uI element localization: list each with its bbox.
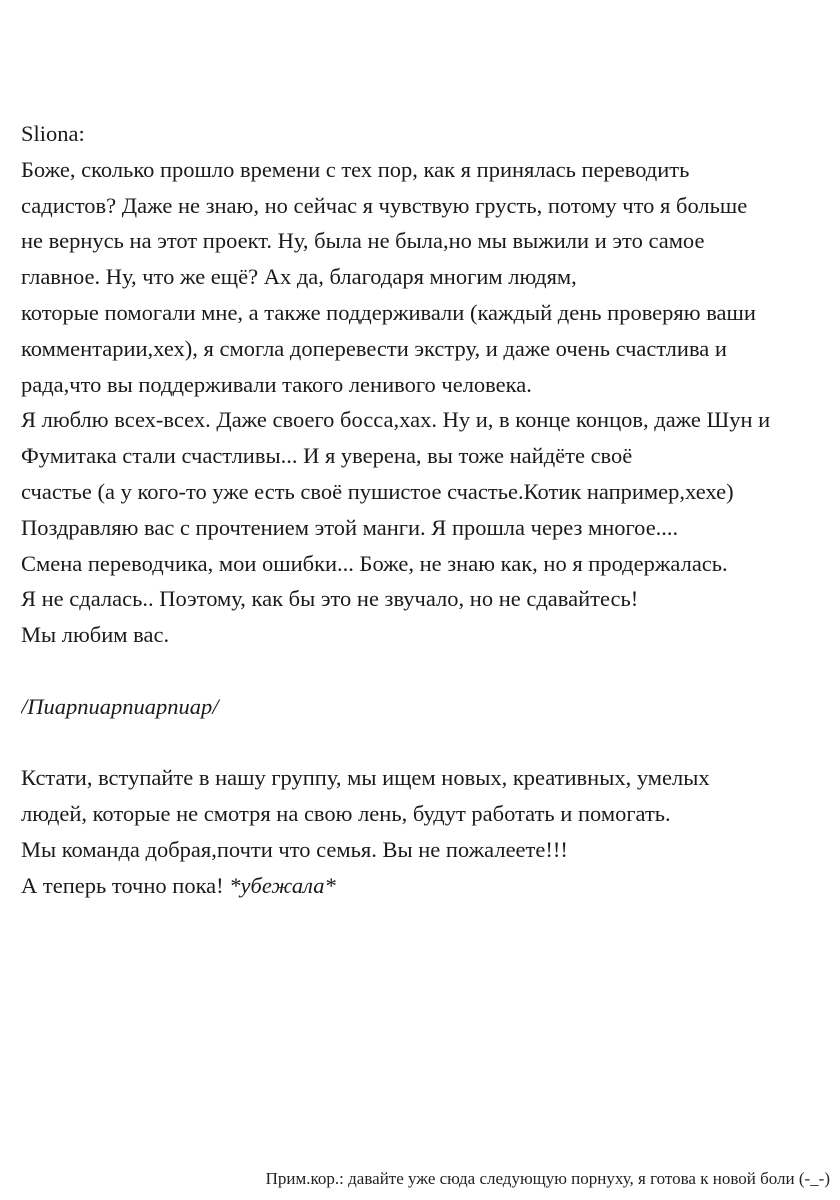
- paragraph-line: садистов? Даже не знаю, но сейчас я чувствую грусть, потому что я больше: [21, 192, 748, 218]
- paragraph-line: Мы команда добрая,почти что семья. Вы не пожалеете!!!: [21, 836, 568, 862]
- paragraph-line: рада,что вы поддерживали такого ленивого человека.: [21, 371, 532, 397]
- paragraph-line: Боже, сколько прошло времени с тех пор, как я принялась переводить: [21, 156, 690, 182]
- closing-action: *убежала*: [229, 872, 336, 898]
- paragraph-line: не вернусь на этот проект. Ну, была не была,но мы выжили и это самое: [21, 228, 705, 254]
- closing-line: [21, 868, 826, 904]
- paragraph-line: счастье (а у кого-то уже есть своё пушистое счастье.Котик например,хехе): [21, 478, 734, 504]
- paragraph-line: Мы любим вас.: [21, 622, 170, 648]
- letter-text: [21, 116, 826, 904]
- paragraph-line: комментарии,хех), я смогла доперевести экстру, и даже очень счастлива и: [21, 335, 727, 361]
- paragraph-line: Смена переводчика, мои ошибки... Боже, не знаю как, но я продержалась.: [21, 550, 728, 576]
- paragraph-line: Я люблю всех-всех. Даже своего босса,хах. Ну и, в конце концов, даже Шун и: [21, 407, 771, 433]
- paragraph-line: Я не сдалась.. Поэтому, как бы это не звучало, но не сдавайтесь!: [21, 586, 639, 612]
- paragraph-line: главное. Ну, что же ещё? Ах да, благодаря многим людям,: [21, 264, 577, 290]
- spacer: [21, 725, 826, 761]
- paragraph-line: которые помогали мне, а также поддерживали (каждый день проверяю ваши: [21, 299, 756, 325]
- paragraph-line: Фумитака стали счастливы... И я уверена, вы тоже найдёте своё: [21, 443, 633, 469]
- paragraph-line: людей, которые не смотря на свою лень, будут работать и помогать.: [21, 801, 671, 827]
- paragraph-line: Поздравляю вас с прочтением этой манги. Я прошла через многое....: [21, 514, 679, 540]
- proofreader-note: Прим.кор.: давайте уже сюда следующую порнуху, я готова к новой боли (-_-): [265, 1169, 830, 1188]
- author-signature: Sliona:: [21, 121, 85, 146]
- closing-text: А теперь точно пока!: [21, 872, 230, 898]
- paragraph-line: Кстати, вступайте в нашу группу, мы ищем новых, креативных, умелых: [21, 765, 710, 791]
- pr-heading: /Пиарпиарпиарпиар/: [21, 693, 219, 719]
- spacer: [21, 653, 826, 689]
